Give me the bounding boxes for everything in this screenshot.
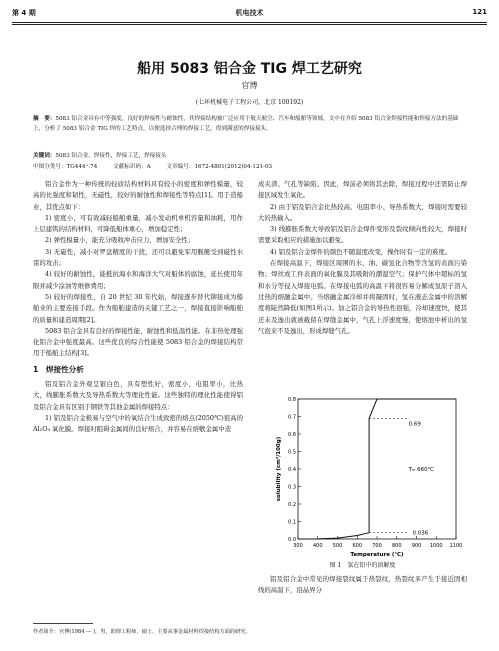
hydrogen-solubility-chart [272,393,462,561]
abstract-label: 摘 要： [33,116,56,122]
intro-paragraph: 铝合金作为一种传统的轻质结构材料具有较小的密度和弹性模量，较高的比强度和韧性，无磁性，较好的耐蚀性和焊接性等特点[1]。用于造船业，其优点如下： [33,180,243,211]
author-name: 官博 [241,81,258,90]
x-tick-label: 700 [372,543,382,549]
x-axis-label: Temperature (℃) [350,552,404,558]
y-tick-label: 0.0 [288,536,296,543]
chart-annotation: Tₘ 660℃ [408,466,434,473]
body-paragraph: 成夹渣、气孔等缺陷。因此，焊前必须将其去除，焊接过程中还需防止焊接区域发生氧化。 [258,180,467,200]
x-tick-label: 600 [352,543,363,549]
header-rule [12,22,487,23]
keywords-label: 关键词： [33,153,56,159]
x-tick-label: 400 [312,543,323,549]
section-heading: 1 焊接性分析 [33,364,84,374]
author-footnote: 作者简介：官博(1984 — )，男，助理工程师，硕士，主要从事金属材料焊接结构方面的研究。 [33,629,251,635]
y-tick-label: 0.2 [288,501,296,508]
x-tick-label: 1100 [449,543,462,549]
y-tick-label: 0.3 [288,484,296,491]
list-item: 1) 密度小，可有效减轻船舶重量，减小发动机单机容量和油耗，用作上层建筑的结构材料，可降低船体重心，增加稳定性； [33,213,243,234]
keywords-text: 5083 铝合金，焊接性，焊接工艺，焊接接头 [55,153,167,159]
y-tick-label: 0.5 [288,449,296,456]
list-item: 3) 线膨胀系数大导致铝及铝合金焊件变形及裂纹倾向性较大，焊接时需要采取相应的措施加以避免。 [258,225,467,245]
keywords [33,151,469,161]
x-tick-label: 1000 [429,543,443,549]
x-tick-label: 500 [332,543,343,549]
issue-number: 第 4 期 [12,9,36,17]
list-item: 4) 较好的耐蚀性，能抵抗海水和海洋大气对船体的腐蚀，延长使用年限并减少涂油等维修费用； [33,270,243,290]
paper-title: 船用 5083 铝合金 TIG 焊工艺研究 [137,61,362,77]
list-item: 4) 铝及铝合金焊件的颜色不随温度改变，操作时有一定的难度。 [270,247,452,256]
journal-name: 机电技术 [235,9,264,17]
y-tick-label: 0.8 [288,396,296,403]
chart-annotation: 0.036 [412,530,429,537]
document-code: 文献标识码：A [113,164,151,170]
list-item: 2) 弹性模量小，能充分吸收冲击应力，增加安全性； [45,236,195,245]
author-affiliation: (七环机械电子工程公司，北京 100192) [195,99,304,106]
running-header [12,6,487,20]
footnote-rule [33,623,93,624]
y-tick-label: 0.7 [288,414,296,421]
y-tick-label: 0.6 [288,431,296,438]
series-line [298,533,369,539]
header-rule-thin [12,24,487,25]
x-tick-label: 800 [391,543,402,549]
list-item: 3) 无磁性，减小对罗盘精度的干扰，还可以避免军用舰艇受到磁性水雷的攻击； [33,247,243,268]
abstract-text: 5083 铝合金具有中等强度，良好的焊接性与耐蚀性，其焊接结构被广泛应用于航天航空、汽车和船舶等领域。文中在介绍 5083 铝合金焊接性能和焊接方法的基础上，分析了 5083 铝合金 TIG 焊的工艺特点，以便选择合理的焊接工艺，得到满意的焊接接头。 [33,116,459,132]
y-tick-label: 0.4 [288,466,296,473]
left-column [33,179,243,436]
x-tick-label: 300 [293,543,303,549]
abstract [33,114,469,134]
y-axis-label: solubility (cm³/100g) [276,436,282,502]
body-paragraph: 铝及铝合金中常见的焊接裂纹属于热裂纹，热裂纹多产生于接近固相线的高温下，沿晶界分 [258,575,467,595]
right-column-continued [258,574,467,597]
figure-caption: 图 1 氢在铝中的溶解度 [329,562,396,569]
article-number: 文章编号：1672-4801(2012)04-121-03 [166,164,273,170]
body-paragraph: 在焊接高温下，焊接区周围的水、油、碳氢化合物等含氢的表面污染物；焊丝或工件表面的氧化膜及其吸附的潮湿空气；保护气体中超标的氢和水分等侵入焊接电弧。在焊接电弧的高温下将很容易分解成氢原子溶入过热的熔融金属中。当熔融金属冷却并将凝固时，氢在液态金属中的溶解度将陡然降低(如图1所示)。加之铝合金的导热性很强，冷却速度快，使其还未及逸出就被截留在焊缝金属中，气孔上浮速度慢，使熔池中析出的氢气泡来不及逸出，形成焊缝气孔。 [258,259,467,335]
x-tick-label: 900 [411,543,422,549]
body-paragraph: 5083 铝合金具有良好的焊接性能，耐蚀性和低温性能。在非热处理强化铝合金中强度最高。这些优良的综合性能使 5083 铝合金的焊接结构常用于船舶主结构[3]。 [33,326,243,358]
body-paragraph: 铝及铝合金外观呈银白色，具有塑性好，密度小，电阻率小，比热大，线膨胀系数大及导热系数大等理化性能。这些独特的理化性能使得铝及铝合金具有区别于钢铁等其他金属的焊接特点： [33,380,243,411]
list-item: 2) 由于铝及铝合金比热较高、电阻率小、导热系数大，焊接时需要较大的热输入。 [258,202,467,222]
body-paragraph: 1) 铝及铝合金极易与空气中的氧结合生成致密的熔点(2050℃)很高的 Al₂O₃ 氧化膜。焊接时阻碍金属间的良好熔合，并容易在熔敷金属中造 [33,413,243,434]
chart-annotation: 0.69 [408,421,421,428]
y-tick-label: 0.1 [288,519,296,526]
right-column [258,179,467,337]
list-item: 5) 较好的焊接性，自 20 世纪 30 年代始，焊接逐步替代铆接成为船舶业的主要连接手段。作为船舶建造的关键工艺之一，焊接直接影响船舶的质量和建造周期[2]。 [33,292,243,324]
classification-line [33,162,473,170]
clc-number: 中图分类号：TG444⁺.74 [33,164,98,170]
page-number: 121 [472,8,487,16]
